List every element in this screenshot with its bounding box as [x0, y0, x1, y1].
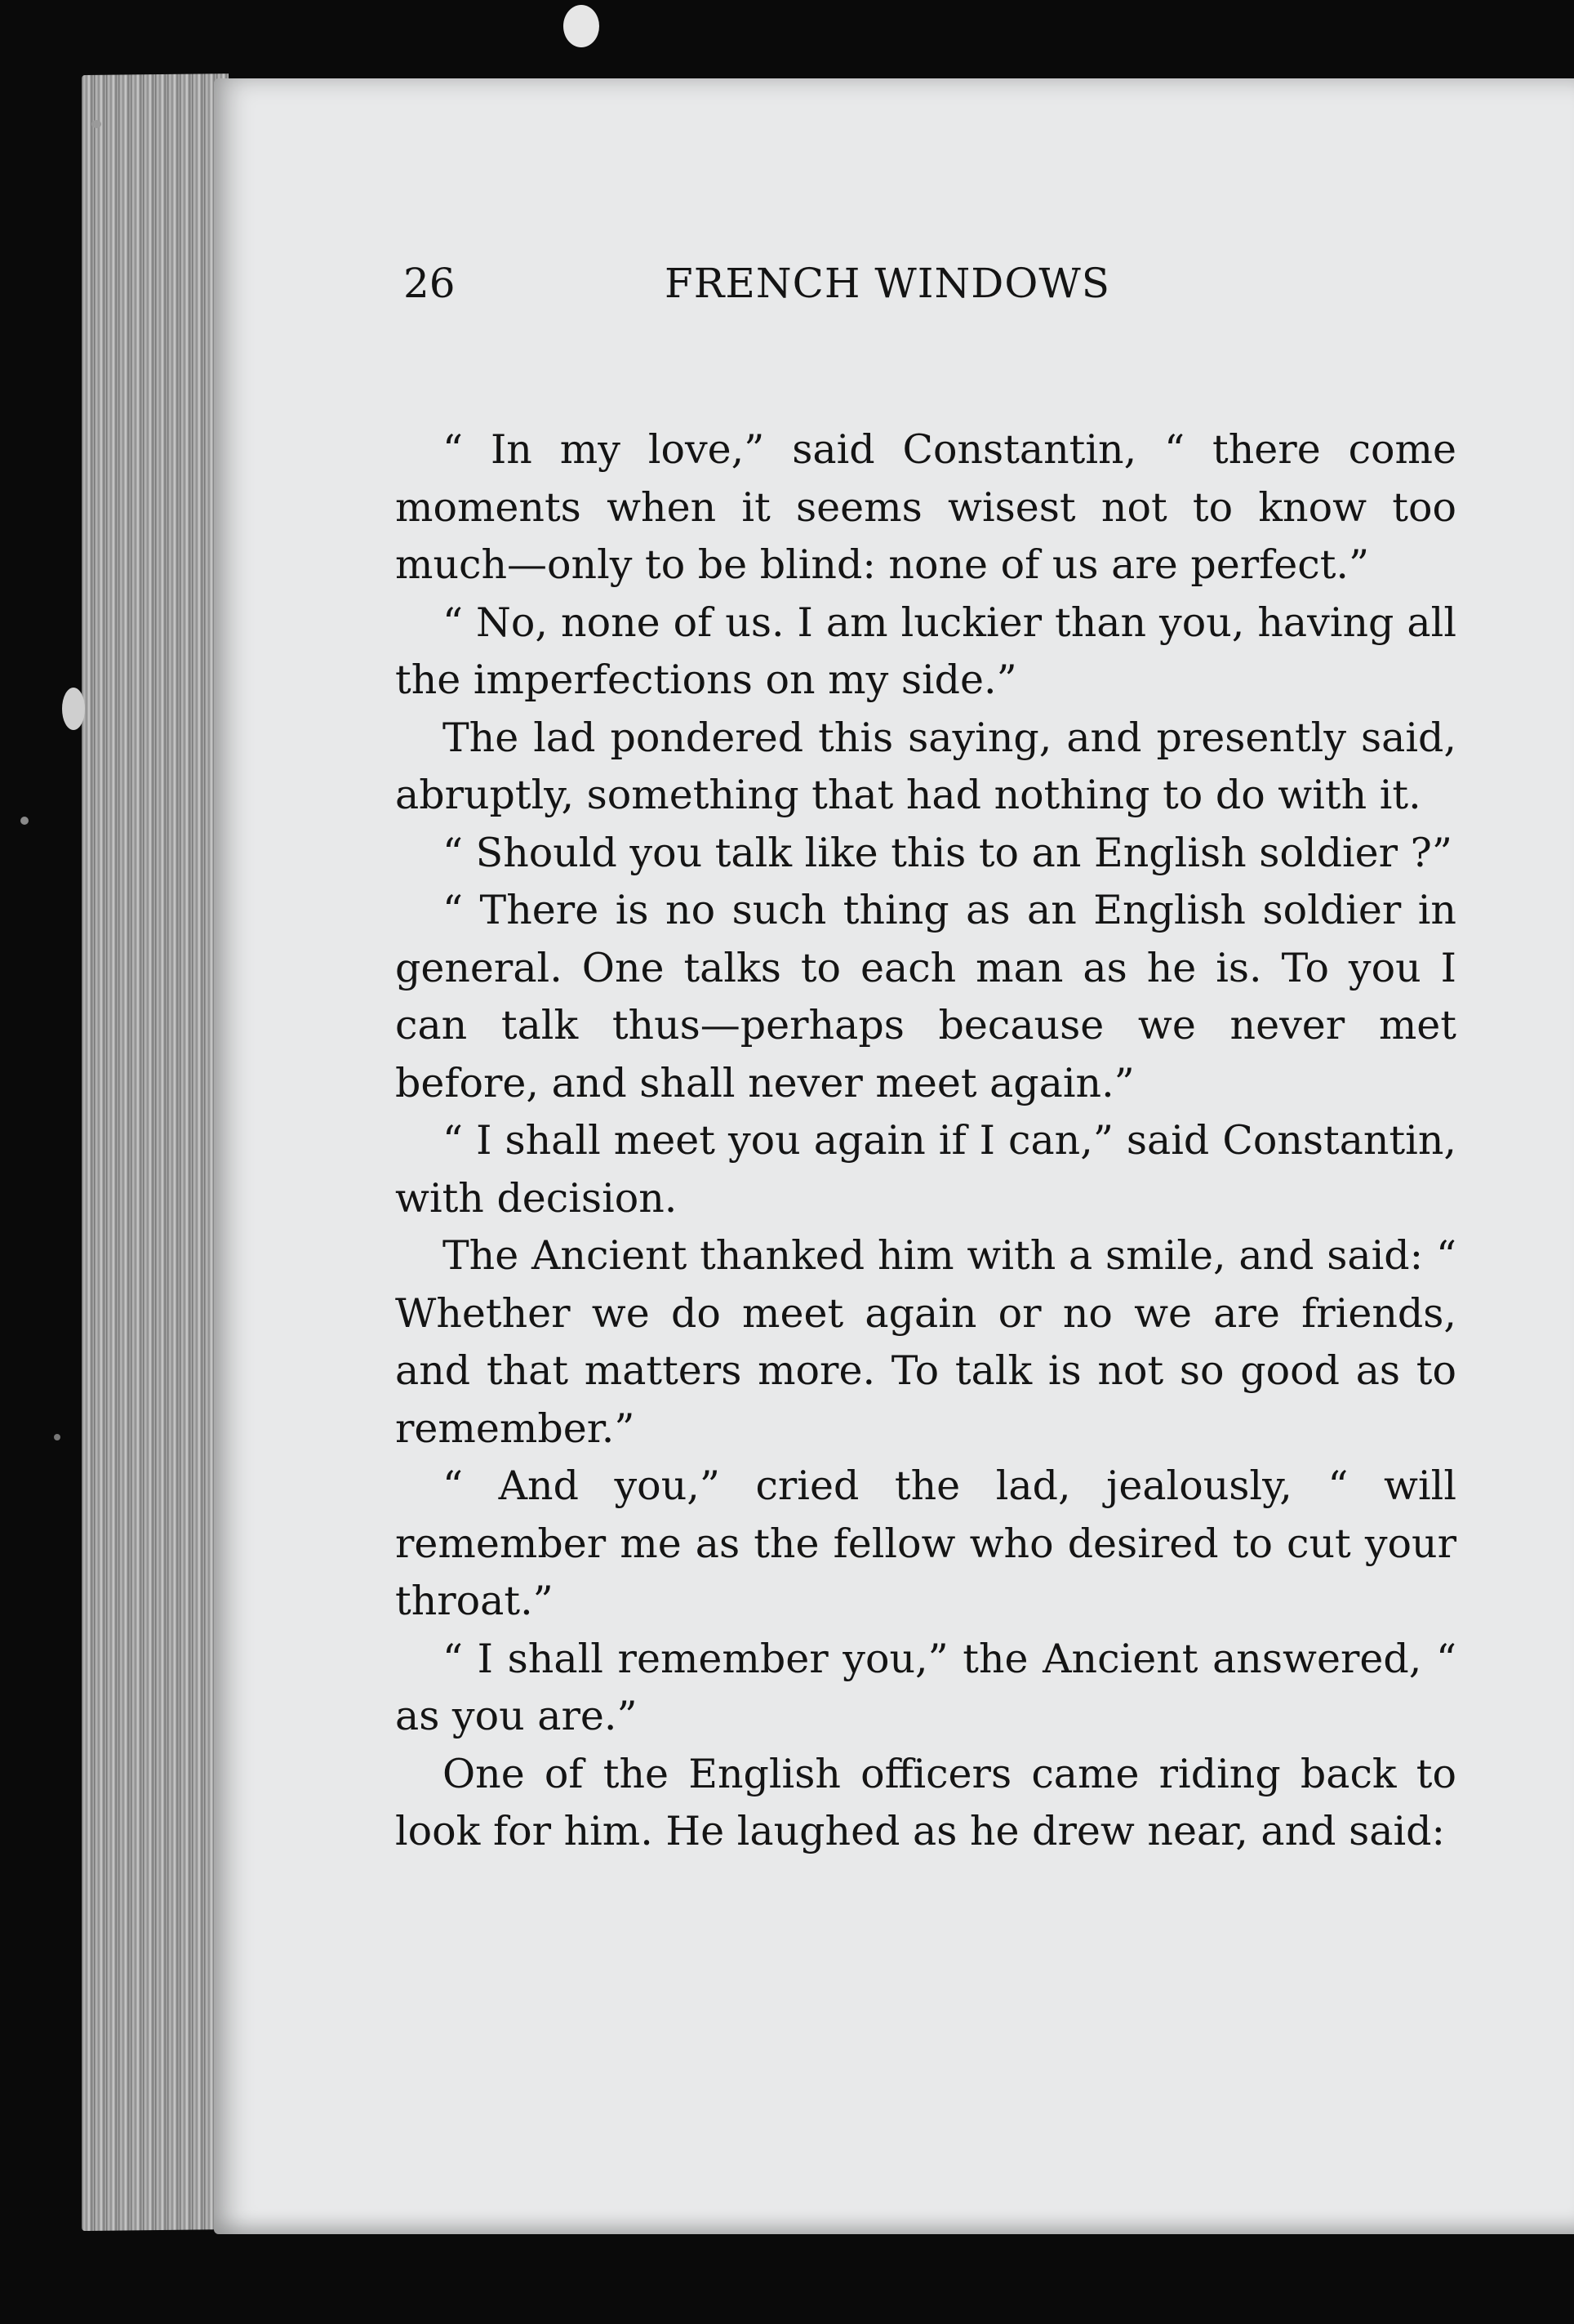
- page-edges: [82, 73, 229, 2231]
- paragraph: “ No, none of us. I am luckier than you, having all the imperfections on my side.”: [395, 599, 1456, 703]
- paragraph: “ In my love,” said Constantin, “ there come moments when it seems wisest not to know too much—only to be blind: none of us are perfect.”: [395, 426, 1456, 588]
- dust-speck: [563, 5, 599, 47]
- dust-speck: [20, 817, 29, 825]
- paragraph: “ And you,” cried the lad, jealously, “ will remember me as the fellow who desired to cut your throat.”: [395, 1463, 1456, 1624]
- dust-speck: [54, 1434, 60, 1440]
- page-number: 26: [403, 260, 456, 307]
- paragraph: “ There is no such thing as an English soldier in general. One talks to each man as he is. To you I can talk thus—perhaps because we never met before, and shall never meet again.”: [395, 887, 1456, 1106]
- paragraph: “ I shall remember you,” the Ancient answered, “ as you are.”: [395, 1635, 1456, 1739]
- paragraph: “ Should you talk like this to an English soldier ?”: [442, 829, 1452, 876]
- paragraph: The Ancient thanked him with a smile, and said: “ Whether we do meet again or no we are friends, and that matters more. To talk is not so good as to remember.”: [395, 1232, 1456, 1452]
- paragraph: “ I shall meet you again if I can,” said Constantin, with decision.: [395, 1117, 1456, 1222]
- paragraph: The lad pondered this saying, and presently said, abruptly, something that had nothing to do with it.: [395, 714, 1456, 818]
- page-body: [395, 421, 1456, 1861]
- running-title: FRENCH WINDOWS: [665, 260, 1110, 307]
- book-page: [214, 78, 1574, 2234]
- paragraph: One of the English officers came riding back to look for him. He laughed as he drew near, and said:: [395, 1750, 1456, 1854]
